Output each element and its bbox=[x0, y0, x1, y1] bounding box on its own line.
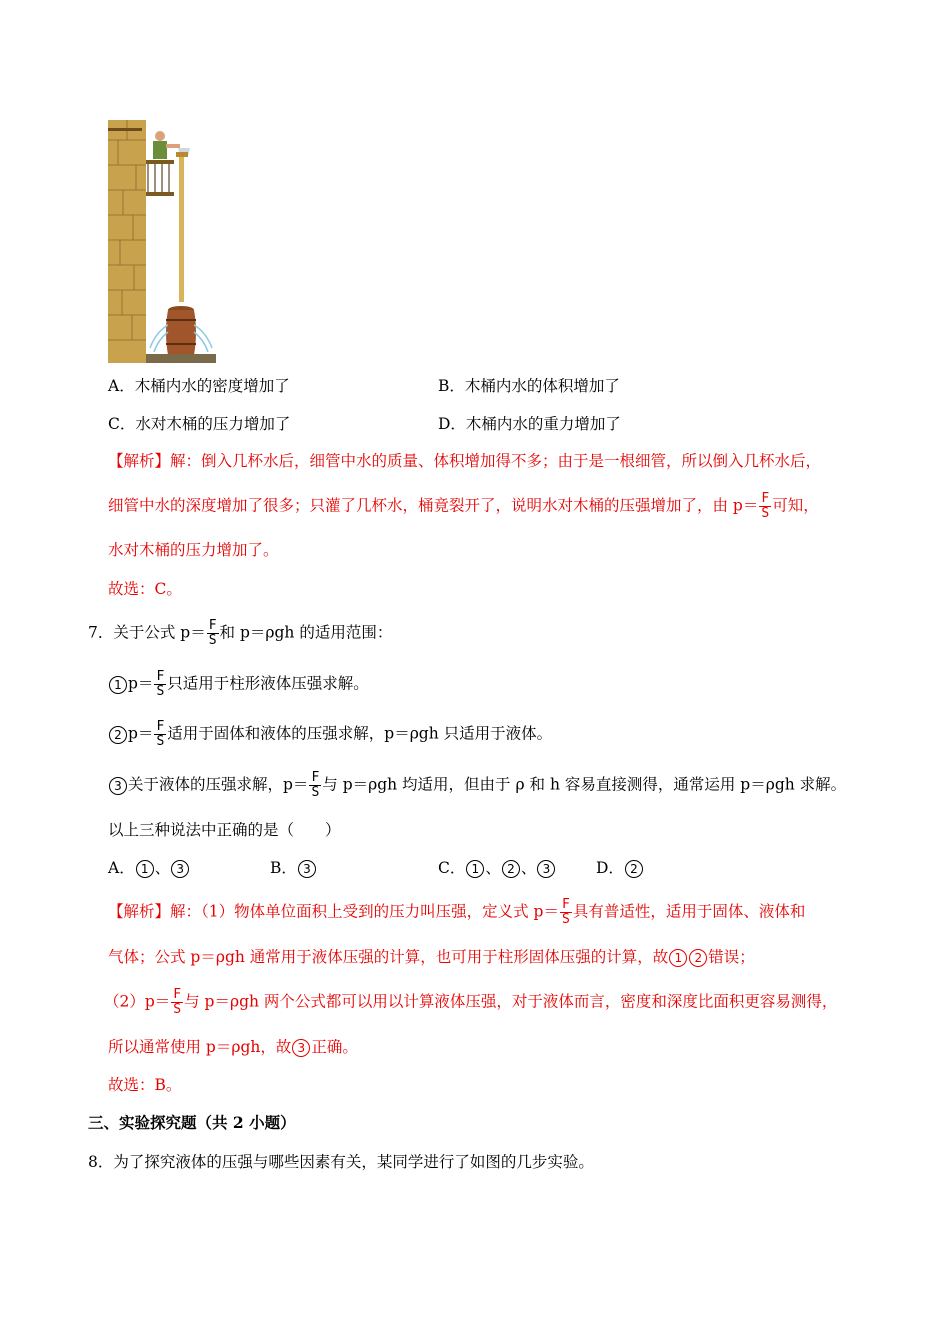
circled-number-1: 1 bbox=[136, 860, 154, 878]
fraction-numerator: F bbox=[311, 770, 320, 785]
circled-number-1: 1 bbox=[669, 949, 687, 967]
q7-option-c-label: C． bbox=[438, 859, 466, 877]
q6-analysis-tag: 【解析】 bbox=[108, 452, 171, 470]
circled-number-2: 2 bbox=[109, 726, 127, 744]
q7-analysis-line-3 bbox=[104, 988, 837, 1017]
q7-a1a: 解：（1）物体单位面积上受到的压力叫压强，定义式 p＝ bbox=[170, 902, 559, 921]
fraction-numerator: F bbox=[156, 669, 165, 684]
q6-option-a: A．木桶内水的密度增加了 bbox=[108, 377, 290, 395]
q7-option-d-label: D． bbox=[596, 859, 624, 877]
q6-analysis-line-2 bbox=[108, 492, 819, 521]
q7-s3-b: 与 p＝ρgh 均适用，但由于 ρ 和 h 容易直接测得，通常运用 p＝ρgh 求解。 bbox=[322, 775, 847, 794]
formula-fraction bbox=[207, 619, 219, 648]
fraction-numerator: F bbox=[156, 719, 165, 734]
q7-option-b bbox=[270, 857, 317, 879]
fraction-denominator: S bbox=[761, 506, 770, 521]
q7-stem-a: 7．关于公式 p＝ bbox=[88, 623, 206, 642]
formula-fraction bbox=[759, 492, 771, 521]
fraction-denominator: S bbox=[156, 684, 165, 699]
q7-s1-b: 只适用于柱形液体压强求解。 bbox=[167, 674, 369, 693]
formula-fraction bbox=[309, 771, 321, 800]
q7-a3a: （2）p＝ bbox=[104, 992, 171, 1011]
q6-analysis-line-1 bbox=[108, 450, 821, 472]
q7-a4b: 正确。 bbox=[311, 1038, 358, 1056]
q7-analysis-line-1 bbox=[108, 898, 805, 927]
fraction-numerator: F bbox=[761, 491, 770, 506]
fraction-denominator: S bbox=[208, 633, 217, 648]
q7-a4a: 所以通常使用 p＝ρgh，故 bbox=[108, 1038, 292, 1056]
fraction-numerator: F bbox=[561, 897, 570, 912]
q7-analysis-line-4 bbox=[108, 1036, 358, 1058]
q7-option-b-label: B． bbox=[270, 859, 297, 877]
fraction-denominator: S bbox=[561, 912, 570, 927]
q7-s2-a: p＝ bbox=[128, 724, 154, 743]
fraction-denominator: S bbox=[156, 734, 165, 749]
q6-analysis-text-2a: 细管中水的深度增加了很多；只灌了几杯水，桶竟裂开了，说明水对木桶的压强增加了，由 p＝ bbox=[108, 496, 759, 515]
q7-s2-b: 适用于固体和液体的压强求解，p＝ρgh 只适用于液体。 bbox=[167, 724, 553, 743]
circled-number-3: 3 bbox=[292, 1039, 310, 1057]
q7-statement-2 bbox=[108, 720, 552, 749]
q6-analysis-text-1: 解：倒入几杯水后，细管中水的质量、体积增加得不多；由于是一根细管，所以倒入几杯水后， bbox=[170, 452, 822, 470]
q7-a1b: 具有普适性，适用于固体、液体和 bbox=[572, 902, 806, 921]
barrel-figure-drawing bbox=[108, 120, 216, 363]
q7-option-d bbox=[596, 857, 644, 879]
q7-s3-a: 关于液体的压强求解，p＝ bbox=[128, 775, 309, 794]
q6-option-c: C．水对木桶的压力增加了 bbox=[108, 415, 291, 433]
circled-number-3: 3 bbox=[171, 860, 189, 878]
q7-answer: 故选：B。 bbox=[108, 1076, 182, 1094]
formula-fraction bbox=[154, 670, 166, 699]
q6-analysis-line-3: 水对木桶的压力增加了。 bbox=[108, 541, 279, 559]
q6-option-b: B．木桶内水的体积增加了 bbox=[438, 377, 620, 395]
q7-statement-1 bbox=[108, 670, 369, 699]
q7-question: 以上三种说法中正确的是（ ） bbox=[108, 821, 341, 839]
fraction-denominator: S bbox=[173, 1002, 182, 1017]
q7-statement-3 bbox=[108, 771, 846, 800]
circled-number-1: 1 bbox=[466, 860, 484, 878]
fraction-denominator: S bbox=[311, 785, 320, 800]
q7-a2a: 气体；公式 p＝ρgh 通常用于液体压强的计算，也可用于柱形固体压强的计算，故 bbox=[108, 948, 669, 966]
separator: 、 bbox=[485, 859, 501, 877]
q8-stem: 8．为了探究液体的压强与哪些因素有关，某同学进行了如图的几步实验。 bbox=[88, 1153, 594, 1171]
section-3-title: 三、实验探究题（共 2 小题） bbox=[88, 1113, 296, 1132]
circled-number-2: 2 bbox=[625, 860, 643, 878]
q7-option-c bbox=[438, 857, 556, 879]
q7-analysis-line-2 bbox=[108, 946, 755, 968]
q7-stem-b: 和 p＝ρgh 的适用范围： bbox=[219, 623, 393, 642]
circled-number-3: 3 bbox=[537, 860, 555, 878]
separator: 、 bbox=[520, 859, 537, 877]
q7-a2b: 错误； bbox=[708, 948, 755, 966]
q7-stem bbox=[88, 619, 392, 648]
formula-fraction bbox=[154, 720, 166, 749]
q6-analysis-text-2b: 可知， bbox=[772, 496, 819, 515]
circled-number-2: 2 bbox=[689, 949, 707, 967]
barrel-experiment-figure bbox=[108, 120, 216, 363]
formula-fraction bbox=[171, 988, 183, 1017]
q7-option-a bbox=[108, 857, 190, 879]
q7-a3b: 与 p＝ρgh 两个公式都可以用以计算液体压强，对于液体而言，密度和深度比面积更容易测得， bbox=[184, 992, 838, 1011]
q6-option-d: D．木桶内水的重力增加了 bbox=[438, 415, 621, 433]
circled-number-2: 2 bbox=[502, 860, 520, 878]
q7-analysis-tag: 【解析】 bbox=[108, 902, 171, 921]
circled-number-1: 1 bbox=[109, 676, 127, 694]
formula-fraction bbox=[560, 898, 572, 927]
q6-answer: 故选：C。 bbox=[108, 580, 182, 598]
q7-option-a-label: A． bbox=[108, 859, 135, 877]
fraction-numerator: F bbox=[173, 987, 182, 1002]
circled-number-3: 3 bbox=[298, 860, 316, 878]
separator: 、 bbox=[154, 859, 171, 877]
q7-s1-a: p＝ bbox=[128, 674, 154, 693]
fraction-numerator: F bbox=[208, 618, 217, 633]
circled-number-3: 3 bbox=[109, 777, 127, 795]
